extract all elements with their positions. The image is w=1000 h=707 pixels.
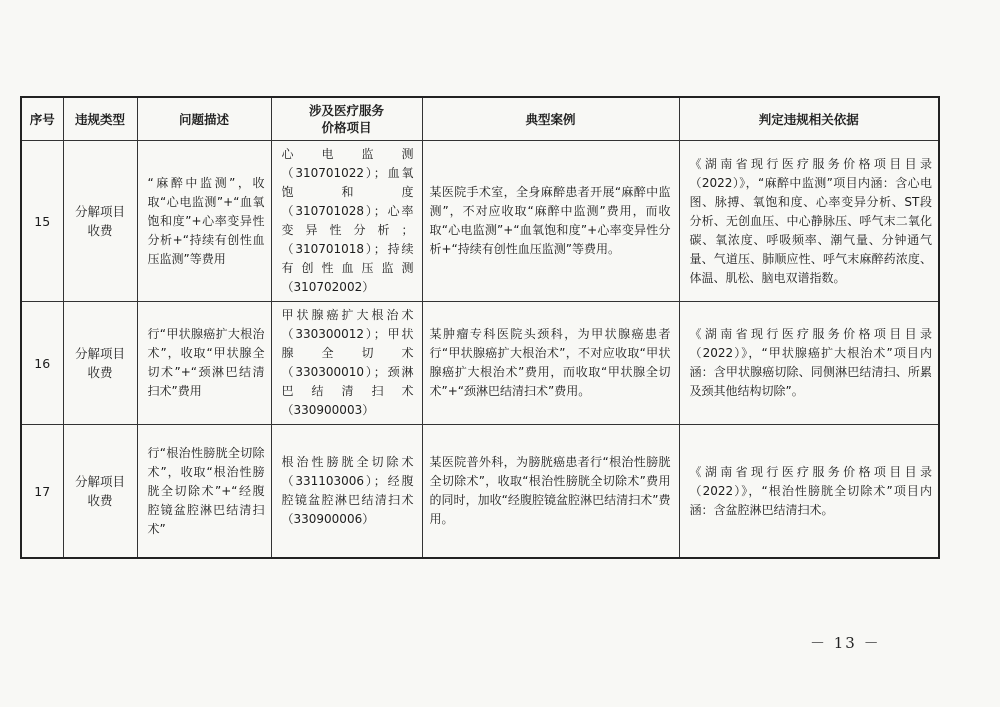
row-basis-text: 《湖南省现行医疗服务价格项目目录（2022）》，“麻醉中监测”项目内涵：含心电图、脉搏、氧饱和度、心率变异分析、ST段分析、无创血压、中心静脉压、呼气末二氧化碳、氧浓度、呼吸频率、潮气量、分钟通气量、气道压、肺顺应性、呼气末麻醉药浓度、体温、肌松、脑电双谱指数。 <box>689 156 932 285</box>
row-type-line2: 收费 <box>87 365 113 380</box>
row-items-text: 甲状腺癌扩大根治术（330300012）；甲状腺全切术（330300010）；颈淋巴结清扫术（330900003） <box>281 308 414 417</box>
header-case: 典型案例 <box>422 97 679 141</box>
row-num: 17 <box>21 425 63 559</box>
row-basis <box>679 302 939 425</box>
row-case-text: 某医院普外科，为膀胱癌患者行“根治性膀胱全切除术”，收取“根治性膀胱全切除术”费用的同时，加收“经腹腔镜盆腔淋巴结清扫术”费用。 <box>429 455 671 526</box>
row-basis <box>679 141 939 302</box>
row-items-text: 根治性膀胱全切除术（331103006）；经腹腔镜盆腔淋巴结清扫术（330900006） <box>281 455 414 526</box>
table-header-row <box>21 97 939 141</box>
row-type-line1: 分解项目 <box>74 474 125 489</box>
row-desc <box>137 141 271 302</box>
header-items-line1: 涉及医疗服务 <box>308 103 384 118</box>
row-type-line1: 分解项目 <box>74 346 125 361</box>
header-items <box>271 97 422 141</box>
row-items <box>271 425 422 559</box>
header-items-line2: 价格项目 <box>321 120 372 135</box>
row-type <box>63 425 137 559</box>
row-basis-text: 《湖南省现行医疗服务价格项目目录（2022）》，“根治性膀胱全切除术”项目内涵：含盆腔淋巴结清扫术。 <box>689 464 932 517</box>
table-row <box>21 425 939 559</box>
table-row <box>21 141 939 302</box>
header-basis: 判定违规相关依据 <box>679 97 939 141</box>
row-type-line1: 分解项目 <box>74 204 125 219</box>
table-row <box>21 302 939 425</box>
violation-table <box>20 96 940 559</box>
row-num: 15 <box>21 141 63 302</box>
row-num: 16 <box>21 302 63 425</box>
header-num: 序号 <box>21 97 63 141</box>
row-case <box>422 302 679 425</box>
row-type <box>63 141 137 302</box>
row-case <box>422 425 679 559</box>
header-type: 违规类型 <box>63 97 137 141</box>
row-items <box>271 302 422 425</box>
row-items-text: 心电监测（310701022）；血氧饱和度（310701028）；心率变异性分析；（310701018）；持续有创性血压监测（310702002） <box>281 147 414 294</box>
row-desc <box>137 425 271 559</box>
row-desc-text: 行“根治性膀胱全切除术”，收取“根治性膀胱全切除术”+“经腹腔镜盆腔淋巴结清扫术” <box>147 445 265 536</box>
row-items <box>271 141 422 302</box>
row-desc-text: “麻醉中监测”，收取“心电监测”+“血氧饱和度”+心率变异性分析+“持续有创性血压监测”等费用 <box>147 175 265 266</box>
header-desc: 问题描述 <box>137 97 271 141</box>
row-type-line2: 收费 <box>87 223 113 238</box>
row-case-text: 某肿瘤专科医院头颈科，为甲状腺癌患者行“甲状腺癌扩大根治术”，不对应收取“甲状腺癌扩大根治术”费用，而收取“甲状腺全切术”+“颈淋巴结清扫术”费用。 <box>429 327 671 398</box>
row-basis <box>679 425 939 559</box>
row-type-line2: 收费 <box>87 493 113 508</box>
row-case <box>422 141 679 302</box>
row-case-text: 某医院手术室，全身麻醉患者开展“麻醉中监测”，不对应收取“麻醉中监测”费用，而收取“心电监测”+“血氧饱和度”+心率变异性分析+“持续有创性血压监测”等费用。 <box>429 185 671 256</box>
row-desc-text: 行“甲状腺癌扩大根治术”，收取“甲状腺全切术”+“颈淋巴结清扫术”费用 <box>147 327 265 398</box>
row-desc <box>137 302 271 425</box>
row-type <box>63 302 137 425</box>
row-basis-text: 《湖南省现行医疗服务价格项目目录（2022）》，“甲状腺癌扩大根治术”项目内涵：含甲状腺癌切除、同侧淋巴结清扫、所累及颈其他结构切除”。 <box>689 327 932 398</box>
page-number: － 13 － <box>810 634 881 652</box>
